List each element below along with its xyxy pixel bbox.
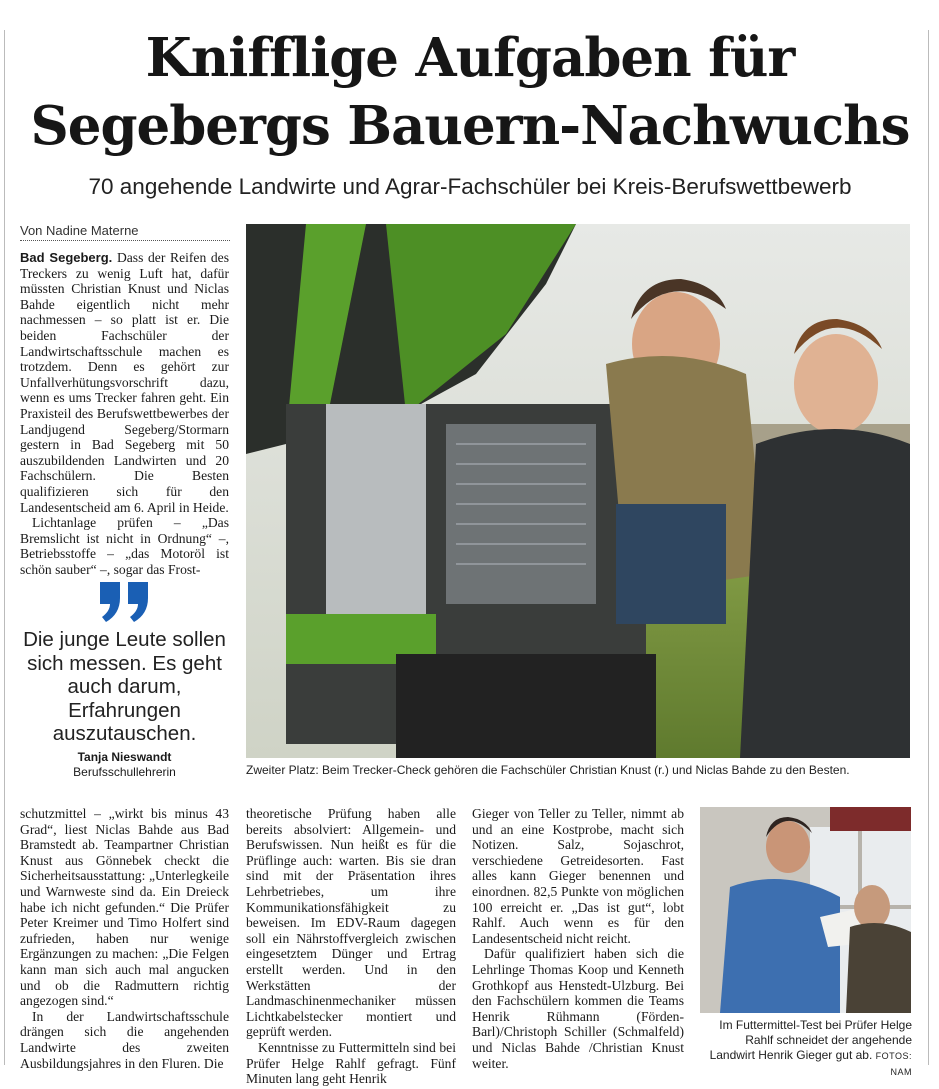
byline: Von Nadine Materne [20, 223, 230, 241]
article-paragraph [20, 250, 229, 515]
main-photo-caption: Zweiter Platz: Beim Trecker-Check gehören die Fachschüler Christian Knust (r.) und Niclas Bahde zu den Besten. [246, 763, 850, 777]
dateline: Bad Segeberg. [20, 250, 113, 265]
article-paragraph: Kenntnisse zu Futtermitteln sind bei Prüfer Helge Rahlf gefragt. Fünf Minuten lang geht Henrik [246, 1039, 456, 1087]
article-paragraph: In der Landwirtschaftsschule drängen sich die angehenden Landwirte des zweiten Ausbildungsjahres in den Fluren. Die [20, 1008, 229, 1071]
pullquote-author: Tanja Nieswandt [77, 750, 172, 764]
article-paragraph: Gieger von Teller zu Teller, nimmt ab und an eine Kostprobe, macht sich Notizen. Salz, Sojaschrot, verschiedene Getreidesorten. Fast alles kann Gieger benennen und einordnen. 82,5 Punkte von möglichen 100 erreicht er. „Das ist gut“, lobt Rahlf. Auch wenn es für den Landesentscheid nicht reicht. [472, 806, 684, 946]
pullquote-text: Die junge Leute sollen sich messen. Es geht auch darum, Erfahrungen auszutauschen. [23, 628, 226, 745]
secondary-photo-caption [700, 1018, 912, 1080]
article-paragraph: Lichtanlage prüfen – „Das Bremslicht ist nicht in Ordnung“ –, Betriebsstoffe – „das Motoröl ist schön sauber“ –, sogar das Frost- [20, 515, 229, 577]
headline-line-2: Segebergs Bauern-Nachwuchs [30, 95, 910, 157]
article-column-2 [20, 806, 229, 1071]
paragraph-text: Dass der Reifen des Treckers zu wenig Luft hat, dafür müssten Christian Knust und Niclas Bahde eigentlich nicht mehr nachmessen – so platt ist er. Die beiden Fachschüler der Landwirtschaftsschule machen es trotzdem. Denn es gehört zur Unfallverhütungsvorschrift dazu, wenn es ums Trecker fahren geht. Ein Praxisteil des Berufswettbewerbes der Landjugend Segeberg/Stormarn gestern in Bad Segeberg mit 50 auszubildenden Landwirten und 20 Fachschülern. Die Besten qualifizieren sich für den Landesentscheid am 6. April in Heide. [20, 250, 230, 515]
article-paragraph: theoretische Prüfung haben alle bereits absolviert: Allgemein- und Berufswissen. Nun heißt es für die Prüflinge auch: warten. Bis sie dran sind mit der Präsentation ihres Lehrbetriebes, um ihre Kommunikationsfähigkeit zu beweisen. Im EDV-Raum dagegen soll ein Nährstoffvergleich zwischen eingesetztem Dünger und Ertrag erstellt werden. Und in den Werkstätten der Landmaschinenmechaniker müssen Lichtkabelstecker montiert und geprüft werden. [246, 806, 456, 1040]
main-photo [246, 224, 910, 758]
subheadline: 70 angehende Landwirte und Agrar-Fachschüler bei Kreis-Berufswettbewerb [88, 174, 852, 199]
left-column-rule [4, 30, 5, 1065]
article-column-1 [20, 250, 229, 577]
article-column-4 [472, 806, 684, 1071]
quote-mark-icon [96, 578, 156, 626]
article-column-3 [246, 806, 456, 1087]
secondary-caption-text: Im Futtermittel-Test bei Prüfer Helge Rahlf schneidet der angehende Landwirt Henrik Gieger gut ab. [709, 1018, 912, 1062]
photo-credit: FOTOS: NAM [875, 1051, 912, 1077]
secondary-photo [700, 807, 911, 1013]
headline-line-1: Knifflige Aufgaben für [145, 27, 795, 89]
article-paragraph: schutzmittel – „wirkt bis minus 43 Grad“, liest Niclas Bahde aus Bad Bramstedt ab. Teampartner Christian Knust aus Gönnebek checkt die Sicherheitsausstattung: „Unterlegkeile und Warnweste sind da. Ein Dreieck habe ich nicht gefunden.“ Die Prüfer Peter Kreimer und Timo Holfert sind zufrieden, haben nur wenige Ergänzungen zu machen: „Die Felgen kann man sich auch mal angucken und ob die Radmuttern richtig angezogen sind.“ [20, 806, 229, 1009]
pullquote-role: Berufsschullehrerin [73, 765, 176, 779]
article-paragraph: Dafür qualifiziert haben sich die Lehrlinge Thomas Koop und Kenneth Grothkopf aus Henstedt-Ulzburg. Bei den Fachschülern kommen die Teams Henrik Rühmann (Förden-Barl)/Christoph Schiller (Schmalfeld) und Niclas Bahde /Christian Knust weiter. [472, 946, 684, 1071]
